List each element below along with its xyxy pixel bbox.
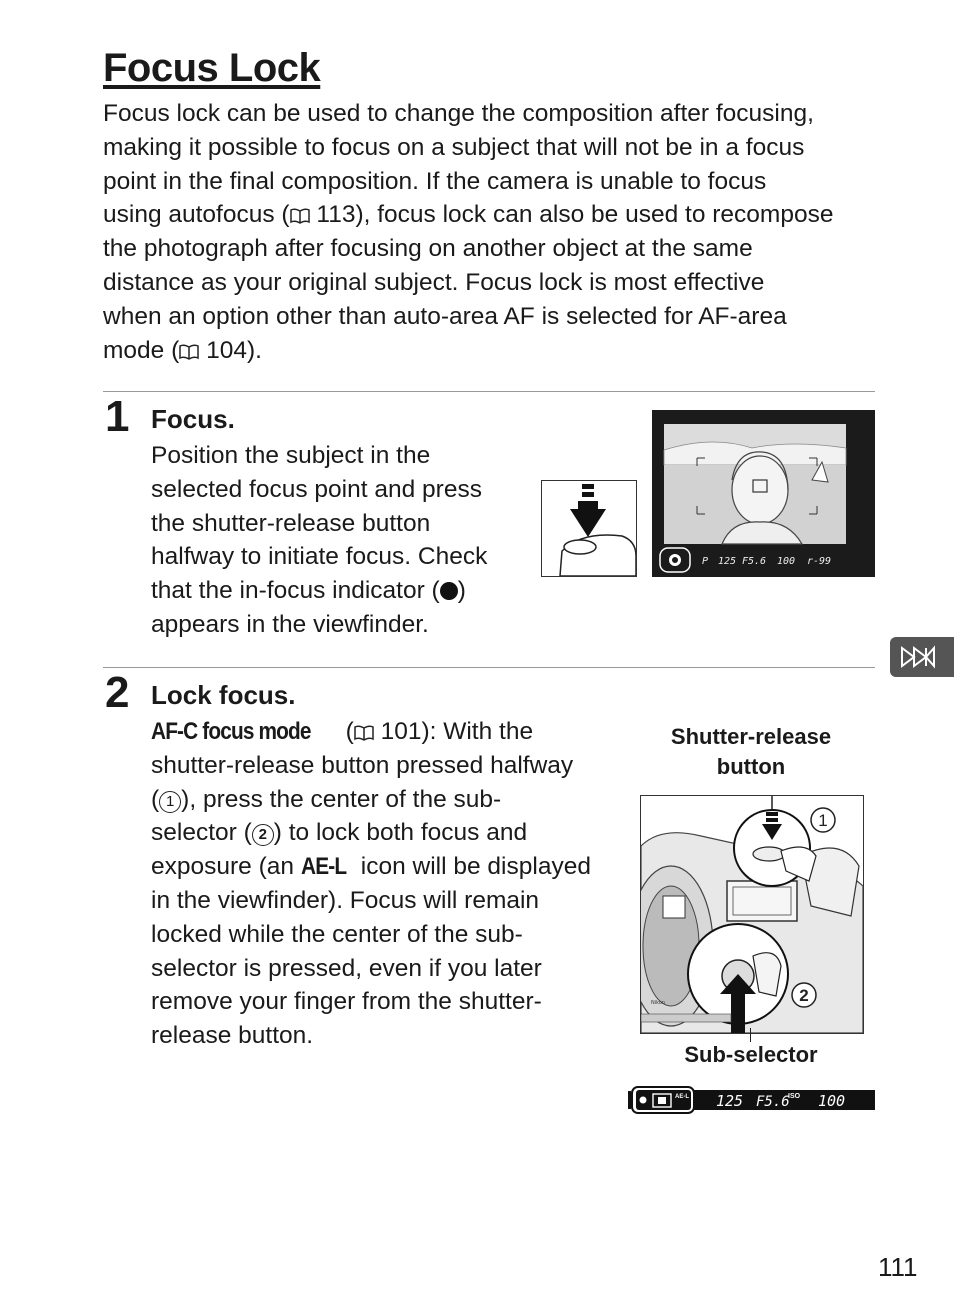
intro-line: the photograph after focusing on another object at the same <box>103 235 753 263</box>
shooting-mode-icon <box>890 637 954 677</box>
viewfinder-mode: P <box>702 556 709 567</box>
viewfinder-illustration <box>652 410 875 577</box>
viewfinder-frames: r-99 <box>807 556 832 567</box>
caption-shutter-release: Shutter-release button <box>670 724 832 779</box>
in-focus-indicator-icon <box>440 582 458 600</box>
step-number: 1 <box>105 392 130 441</box>
viewfinder-strip <box>628 1086 875 1114</box>
camera-illustration <box>640 795 864 1034</box>
page-number: 111 <box>878 1252 918 1282</box>
marker-1: 1 <box>818 811 828 830</box>
strip-iso-label: ISO <box>788 1093 801 1100</box>
divider <box>103 667 875 668</box>
book-icon <box>354 718 374 745</box>
circled-number-icon: 1 <box>159 791 181 813</box>
chapter-tab <box>890 637 954 677</box>
intro-line: Focus lock can be used to change the composition after focusing, <box>103 100 814 127</box>
circled-number-icon: 2 <box>252 824 274 846</box>
book-icon <box>179 337 199 364</box>
svg-text:Nikon: Nikon <box>651 1000 666 1006</box>
strip-iso: 100 <box>818 1092 846 1110</box>
viewfinder-shutter: 125 <box>718 556 737 567</box>
ael-indicator: AE-L <box>675 1094 689 1100</box>
viewfinder-aperture: F5.6 <box>742 556 767 567</box>
divider <box>103 391 875 392</box>
intro-line: distance as your original subject. Focus lock is most effective <box>103 268 765 296</box>
afc-label: AF-C focus mode <box>151 718 311 745</box>
step-heading: Lock focus. <box>151 680 296 710</box>
intro-line: point in the final composition. If the camera is unable to focus <box>103 167 767 195</box>
step-number: 2 <box>105 668 130 717</box>
leader-line <box>750 1028 751 1042</box>
caption-sub-selector: Sub-selector <box>684 1042 818 1067</box>
intro-paragraph <box>103 97 878 367</box>
step-text: Position the subject in the selected focus point and press the shutter-release button halfway to initiate focus. Check that the in-focus indicator ( ) appears in the viewfinder. <box>151 442 488 638</box>
intro-line: using autofocus ( 113), focus lock can also be used to recompose <box>103 201 834 229</box>
step-text: AF-C focus mode ( 101): With the shutter-release button pressed halfway ( 1 ), press the center of the sub- selector ( 2 ) to lock both focus and exposure (an AE-L icon will be displayed in the viewfinder). Focus will remain locked while the center of the sub- selector is pressed, even if you later remove your finger from the shutter- release button. <box>151 715 621 1053</box>
ael-label: AE-L <box>300 853 347 881</box>
intro-line: making it possible to focus on a subject that will not be in a focus <box>103 133 805 161</box>
step-heading: Focus. <box>151 404 235 434</box>
intro-line: when an option other than auto-area AF is selected for AF-area <box>103 302 787 330</box>
strip-shutter: 125 <box>716 1092 744 1110</box>
intro-line: mode ( 104). <box>103 336 262 364</box>
book-icon <box>290 201 310 228</box>
strip-aperture: F5.6 <box>756 1094 790 1110</box>
viewfinder-iso: 100 <box>777 556 796 567</box>
shutter-press-illustration <box>541 480 637 577</box>
page-title: Focus Lock <box>103 46 321 90</box>
marker-2: 2 <box>799 986 809 1005</box>
